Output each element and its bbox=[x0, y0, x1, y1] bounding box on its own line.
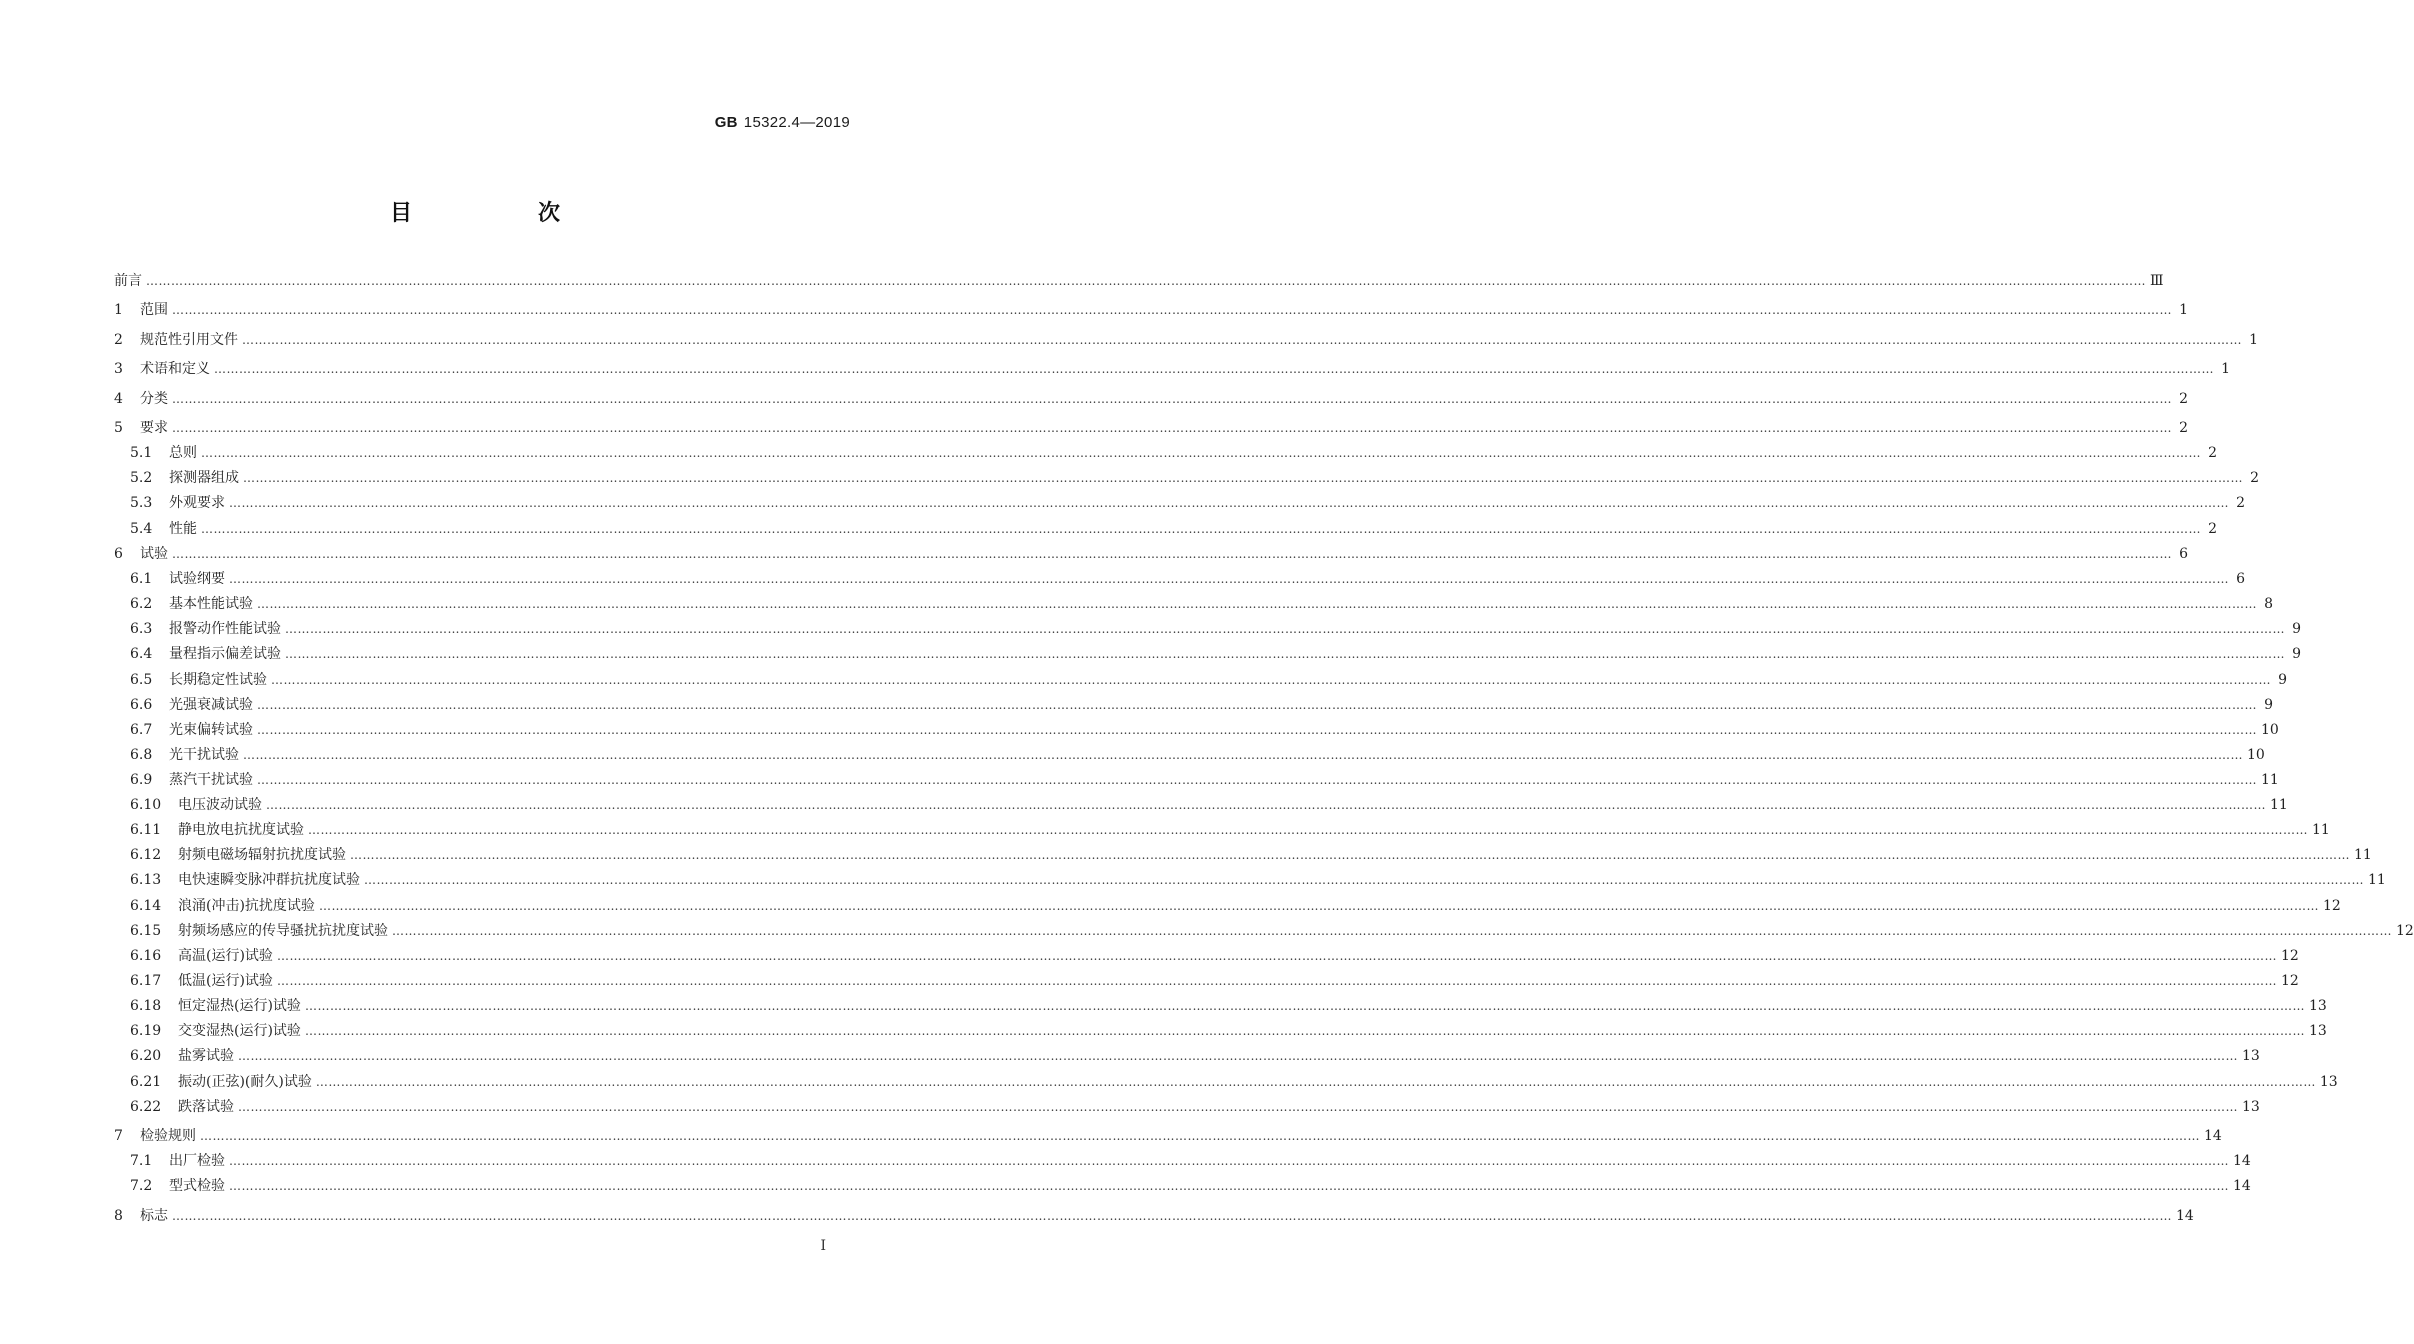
toc-entry-title: 出厂检验 bbox=[169, 1153, 225, 1169]
toc-entry-title: 射频场感应的传导骚扰抗扰度试验 bbox=[178, 923, 388, 939]
toc-entry[interactable] bbox=[114, 1205, 2194, 1227]
toc-entry-number: 6.3 bbox=[130, 621, 153, 637]
toc-entry-number: 5 bbox=[114, 420, 123, 436]
toc-entry-number: 5.1 bbox=[130, 445, 153, 461]
toc-entry-title: 浪涌(冲击)抗扰度试验 bbox=[178, 898, 315, 914]
toc-entry[interactable] bbox=[130, 895, 2341, 917]
toc-entry-page: 1 bbox=[2249, 332, 2258, 348]
toc-entry[interactable] bbox=[130, 618, 2301, 640]
toc-entry-page: 11 bbox=[2354, 847, 2372, 863]
toc-entry-number: 6.15 bbox=[130, 923, 162, 939]
toc-entry-page: 9 bbox=[2278, 672, 2287, 688]
toc-entry[interactable] bbox=[130, 1045, 2260, 1067]
toc-dot-leader: ………………………………………………………………………………………………………………………………………………………………………………………………………………………………………………………………………………………………………………………………………………………………………………………………………………………………………… bbox=[308, 823, 2308, 837]
toc-dot-leader: ………………………………………………………………………………………………………………………………………………………………………………………………………………………………………………………………………………………………………………………………………………………………………………………………………………………………………… bbox=[257, 723, 2257, 737]
toc-dot-leader: ………………………………………………………………………………………………………………………………………………………………………………………………………………………………………………………………………………………………………………………………………………………………………………………………………………………………………… bbox=[315, 1075, 2316, 1089]
toc-entry-title: 报警动作性能试验 bbox=[169, 621, 281, 637]
toc-entry-title: 试验 bbox=[140, 546, 168, 562]
toc-entry[interactable] bbox=[130, 643, 2301, 665]
toc-entry-number: 6.12 bbox=[130, 847, 162, 863]
toc-entry[interactable] bbox=[130, 568, 2245, 590]
toc-entry[interactable] bbox=[130, 744, 2265, 766]
toc-entry-title: 性能 bbox=[169, 521, 197, 537]
toc-dot-leader: ………………………………………………………………………………………………………………………………………………………………………………………………………………………………………………………………………………………………………………………………………………………………………………………………………………………………………… bbox=[229, 1154, 2229, 1168]
toc-entry-number: 3 bbox=[114, 361, 123, 377]
toc-entry-page: 12 bbox=[2280, 973, 2299, 989]
toc-entry-title: 试验纲要 bbox=[169, 571, 225, 587]
toc-entry-title: 光束偏转试验 bbox=[169, 722, 253, 738]
toc-entry[interactable] bbox=[130, 467, 2259, 489]
toc-entry-number: 6.20 bbox=[130, 1048, 162, 1064]
toc-entry-title: 高温(运行)试验 bbox=[178, 948, 273, 964]
toc-dot-leader: ………………………………………………………………………………………………………………………………………………………………………………………………………………………………………………………………………………………………………………………………………………………………………………………………………………………………………… bbox=[172, 1209, 2172, 1223]
toc-dot-leader: ………………………………………………………………………………………………………………………………………………………………………………………………………………………………………………………………………………………………………………………………………………………………………………………………………………………………………… bbox=[257, 698, 2257, 712]
toc-entry[interactable] bbox=[114, 270, 2164, 292]
standard-prefix: GB bbox=[714, 114, 738, 131]
toc-entry[interactable] bbox=[130, 794, 2288, 816]
toc-entry-number: 6.11 bbox=[130, 822, 162, 838]
toc-entry[interactable] bbox=[130, 492, 2245, 514]
toc-entry-page: 10 bbox=[2247, 747, 2265, 763]
toc-entry-number: 7 bbox=[114, 1128, 123, 1144]
toc-entry-page: 2 bbox=[2208, 521, 2217, 537]
toc-entry-title: 术语和定义 bbox=[140, 361, 210, 377]
toc-entry-title: 振动(正弦)(耐久)试验 bbox=[178, 1074, 312, 1090]
toc-entry-title: 射频电磁场辐射抗扰度试验 bbox=[178, 847, 346, 863]
toc-entry-number: 6 bbox=[114, 546, 123, 562]
toc-entry-title: 规范性引用文件 bbox=[140, 332, 238, 348]
toc-entry[interactable] bbox=[130, 694, 2273, 716]
toc-dot-leader: ………………………………………………………………………………………………………………………………………………………………………………………………………………………………………………………………………………………………………………………………………………………………………………………………………………………………………… bbox=[257, 597, 2257, 611]
toc-entry-page: 8 bbox=[2264, 596, 2273, 612]
toc-entry-number: 6.9 bbox=[130, 772, 153, 788]
toc-entry-title: 基本性能试验 bbox=[169, 596, 253, 612]
toc-entry-title: 光强衰减试验 bbox=[169, 697, 253, 713]
toc-entry-page: 11 bbox=[2261, 772, 2279, 788]
toc-dot-leader: ………………………………………………………………………………………………………………………………………………………………………………………………………………………………………………………………………………………………………………………………………………………………………………………………………………………………………… bbox=[285, 647, 2285, 661]
toc-entry-page: 11 bbox=[2368, 872, 2386, 888]
toc-entry-page: Ⅲ bbox=[2150, 273, 2164, 289]
toc-entry[interactable] bbox=[130, 1020, 2327, 1042]
toc-entry[interactable] bbox=[130, 844, 2372, 866]
toc-entry-title: 要求 bbox=[140, 420, 168, 436]
toc-dot-leader: ………………………………………………………………………………………………………………………………………………………………………………………………………………………………………………………………………………………………………………………………………………………………………………………………………………………………………… bbox=[172, 392, 2172, 406]
toc-entry-page: 9 bbox=[2264, 697, 2273, 713]
toc-dot-leader: ………………………………………………………………………………………………………………………………………………………………………………………………………………………………………………………………………………………………………………………………………………………………………………………………………………………………………… bbox=[243, 748, 2243, 762]
toc-entry-title: 外观要求 bbox=[169, 495, 225, 511]
toc-dot-leader: ………………………………………………………………………………………………………………………………………………………………………………………………………………………………………………………………………………………………………………………………………………………………………………………………………………………………………… bbox=[172, 421, 2172, 435]
toc-entry-page: 2 bbox=[2250, 470, 2259, 486]
toc-entry-number: 6.6 bbox=[130, 697, 153, 713]
toc-dot-leader: ………………………………………………………………………………………………………………………………………………………………………………………………………………………………………………………………………………………………………………………………………………………………………………………………………………………………………… bbox=[200, 1129, 2200, 1143]
toc-entry-page: 12 bbox=[2396, 923, 2414, 939]
toc-dot-leader: ………………………………………………………………………………………………………………………………………………………………………………………………………………………………………………………………………………………………………………………………………………………………………………………………………………………………………… bbox=[214, 362, 2214, 376]
toc-dot-leader: ………………………………………………………………………………………………………………………………………………………………………………………………………………………………………………………………………………………………………………………………………………………………………………………………………………………………………… bbox=[229, 572, 2229, 586]
toc-entry-page: 13 bbox=[2242, 1048, 2260, 1064]
toc-entry[interactable] bbox=[130, 669, 2287, 691]
toc-entry[interactable] bbox=[130, 920, 2414, 942]
toc-entry[interactable] bbox=[130, 719, 2279, 741]
toc-entry-page: 13 bbox=[2319, 1074, 2338, 1090]
toc-entry-title: 前言 bbox=[114, 273, 142, 289]
page-title: 目 次 bbox=[389, 200, 612, 226]
toc-entry-title: 交变湿热(运行)试验 bbox=[178, 1023, 301, 1039]
toc-dot-leader: ………………………………………………………………………………………………………………………………………………………………………………………………………………………………………………………………………………………………………………………………………………………………………………………………………………………………………… bbox=[238, 1100, 2238, 1114]
toc-entry[interactable] bbox=[114, 358, 2230, 380]
toc-entry[interactable] bbox=[130, 1096, 2260, 1118]
toc-entry-page: 2 bbox=[2179, 391, 2188, 407]
toc-dot-leader: ………………………………………………………………………………………………………………………………………………………………………………………………………………………………………………………………………………………………………………………………………………………………………………………………………………………………………… bbox=[243, 471, 2243, 485]
toc-dot-leader: ………………………………………………………………………………………………………………………………………………………………………………………………………………………………………………………………………………………………………………………………………………………………………………………………………………………………………… bbox=[364, 873, 2364, 887]
toc-dot-leader: ………………………………………………………………………………………………………………………………………………………………………………………………………………………………………………………………………………………………………………………………………………………………………………………………………………………………………… bbox=[172, 547, 2172, 561]
toc-entry-number: 5.3 bbox=[130, 495, 153, 511]
toc-entry-page: 13 bbox=[2242, 1099, 2260, 1115]
toc-entry[interactable] bbox=[130, 995, 2327, 1017]
toc-dot-leader: ………………………………………………………………………………………………………………………………………………………………………………………………………………………………………………………………………………………………………………………………………………………………………………………………………………………………………… bbox=[238, 1049, 2238, 1063]
toc-entry[interactable] bbox=[130, 518, 2217, 540]
toc-entry[interactable] bbox=[130, 593, 2273, 615]
toc-entry-title: 型式检验 bbox=[169, 1178, 225, 1194]
toc-entry-number: 6.21 bbox=[130, 1074, 162, 1090]
toc-entry[interactable] bbox=[114, 299, 2188, 321]
toc-entry-page: 9 bbox=[2292, 621, 2301, 637]
toc-entry-number: 6.1 bbox=[130, 571, 153, 587]
toc-dot-leader: ………………………………………………………………………………………………………………………………………………………………………………………………………………………………………………………………………………………………………………………………………………………………………………………………………………………………………… bbox=[257, 773, 2257, 787]
toc-entry[interactable] bbox=[114, 388, 2188, 410]
toc-entry-title: 电压波动试验 bbox=[178, 797, 262, 813]
toc-entry-title: 蒸汽干扰试验 bbox=[169, 772, 253, 788]
toc-entry-number: 2 bbox=[114, 332, 123, 348]
toc-entry-title: 检验规则 bbox=[140, 1128, 196, 1144]
toc-entry-title: 电快速瞬变脉冲群抗扰度试验 bbox=[178, 872, 360, 888]
toc-dot-leader: ………………………………………………………………………………………………………………………………………………………………………………………………………………………………………………………………………………………………………………………………………………………………………………………………………………………………………… bbox=[271, 673, 2271, 687]
toc-entry-title: 范围 bbox=[140, 302, 168, 318]
toc-entry-page: 11 bbox=[2312, 822, 2330, 838]
toc-dot-leader: ………………………………………………………………………………………………………………………………………………………………………………………………………………………………………………………………………………………………………………………………………………………………………………………………………………………………………… bbox=[242, 333, 2242, 347]
toc-entry-page: 6 bbox=[2236, 571, 2245, 587]
toc-entry-title: 总则 bbox=[169, 445, 197, 461]
toc-entry-page: 14 bbox=[2233, 1178, 2251, 1194]
toc-entry[interactable] bbox=[130, 1071, 2338, 1093]
toc-entry-title: 跌落试验 bbox=[178, 1099, 234, 1115]
toc-entry-page: 9 bbox=[2292, 646, 2301, 662]
toc-entry-title: 标志 bbox=[140, 1208, 168, 1224]
toc-entry[interactable] bbox=[114, 329, 2258, 351]
toc-entry-number: 5.2 bbox=[130, 470, 153, 486]
toc-entry-title: 静电放电抗扰度试验 bbox=[178, 822, 304, 838]
toc-entry-number: 8 bbox=[114, 1208, 123, 1224]
toc-dot-leader: ………………………………………………………………………………………………………………………………………………………………………………………………………………………………………………………………………………………………………………………………………………………………………………………………………………………………………… bbox=[229, 496, 2229, 510]
toc-entry-title: 低温(运行)试验 bbox=[178, 973, 273, 989]
toc-entry-title: 光干扰试验 bbox=[169, 747, 239, 763]
toc-dot-leader: ………………………………………………………………………………………………………………………………………………………………………………………………………………………………………………………………………………………………………………………………………………………………………………………………………………………………………… bbox=[350, 848, 2350, 862]
toc-entry-number: 6.10 bbox=[130, 797, 162, 813]
toc-entry-number: 6.22 bbox=[130, 1099, 162, 1115]
toc-entry[interactable] bbox=[130, 945, 2299, 967]
toc-entry-number: 4 bbox=[114, 391, 123, 407]
toc-dot-leader: ………………………………………………………………………………………………………………………………………………………………………………………………………………………………………………………………………………………………………………………………………………………………………………………………………………………………………… bbox=[318, 899, 2319, 913]
toc-dot-leader: ………………………………………………………………………………………………………………………………………………………………………………………………………………………………………………………………………………………………………………………………………………………………………………………………………………………………………… bbox=[392, 924, 2392, 938]
toc-dot-leader: ………………………………………………………………………………………………………………………………………………………………………………………………………………………………………………………………………………………………………………………………………………………………………………………………………………………………………… bbox=[304, 999, 2305, 1013]
toc-entry-number: 5.4 bbox=[130, 521, 153, 537]
toc-entry[interactable] bbox=[130, 869, 2386, 891]
toc-entry-number: 6.18 bbox=[130, 998, 162, 1014]
toc-entry-page: 14 bbox=[2233, 1153, 2251, 1169]
toc-entry-page: 2 bbox=[2179, 420, 2188, 436]
toc-dot-leader: ………………………………………………………………………………………………………………………………………………………………………………………………………………………………………………………………………………………………………………………………………………………………………………………………………………………………………… bbox=[201, 446, 2201, 460]
toc-entry[interactable] bbox=[114, 417, 2188, 439]
toc-entry-number: 6.17 bbox=[130, 973, 162, 989]
toc-entry-number: 7.2 bbox=[130, 1178, 153, 1194]
toc-dot-leader: ………………………………………………………………………………………………………………………………………………………………………………………………………………………………………………………………………………………………………………………………………………………………………………………………………………………………………… bbox=[285, 622, 2285, 636]
toc-entry-number: 6.7 bbox=[130, 722, 153, 738]
toc-entry[interactable] bbox=[130, 1150, 2251, 1172]
toc-entry[interactable] bbox=[130, 442, 2217, 464]
toc-entry-page: 10 bbox=[2261, 722, 2279, 738]
toc-entry-title: 探测器组成 bbox=[169, 470, 239, 486]
toc-dot-leader: ………………………………………………………………………………………………………………………………………………………………………………………………………………………………………………………………………………………………………………………………………………………………………………………………………………………………………… bbox=[229, 1179, 2229, 1193]
toc-entry-page: 12 bbox=[2280, 948, 2299, 964]
toc-entry-page: 14 bbox=[2176, 1208, 2194, 1224]
toc-entry-title: 长期稳定性试验 bbox=[169, 672, 267, 688]
toc-entry-title: 盐雾试验 bbox=[178, 1048, 234, 1064]
toc-entry-page: 11 bbox=[2270, 797, 2288, 813]
toc-dot-leader: ………………………………………………………………………………………………………………………………………………………………………………………………………………………………………………………………………………………………………………………………………………………………………………………………………………………………………… bbox=[146, 274, 2146, 288]
toc-entry-page: 13 bbox=[2308, 1023, 2327, 1039]
toc-entry[interactable] bbox=[130, 819, 2330, 841]
toc-entry-number: 6.19 bbox=[130, 1023, 162, 1039]
toc-entry-page: 6 bbox=[2179, 546, 2188, 562]
toc-dot-leader: ………………………………………………………………………………………………………………………………………………………………………………………………………………………………………………………………………………………………………………………………………………………………………………………………………………………………………… bbox=[276, 974, 2277, 988]
toc-entry[interactable] bbox=[114, 543, 2188, 565]
toc-entry-title: 恒定湿热(运行)试验 bbox=[178, 998, 301, 1014]
toc-entry[interactable] bbox=[130, 970, 2299, 992]
toc-entry-page: 13 bbox=[2308, 998, 2327, 1014]
footer-page-number: Ⅰ bbox=[820, 1238, 826, 1254]
toc-entry-number: 6.5 bbox=[130, 672, 153, 688]
toc-entry[interactable] bbox=[114, 1125, 2222, 1147]
toc-entry-number: 6.8 bbox=[130, 747, 153, 763]
toc-entry-number: 6.14 bbox=[130, 898, 162, 914]
toc-entry-number: 6.13 bbox=[130, 872, 162, 888]
toc-entry-number: 1 bbox=[114, 302, 123, 318]
toc-dot-leader: ………………………………………………………………………………………………………………………………………………………………………………………………………………………………………………………………………………………………………………………………………………………………………………………………………………………………………… bbox=[201, 522, 2201, 536]
toc-dot-leader: ………………………………………………………………………………………………………………………………………………………………………………………………………………………………………………………………………………………………………………………………………………………………………………………………………………………………………… bbox=[172, 303, 2172, 317]
toc-entry-number: 6.4 bbox=[130, 646, 153, 662]
toc-entry-page: 2 bbox=[2208, 445, 2217, 461]
toc-entry-title: 分类 bbox=[140, 391, 168, 407]
toc-entry-number: 6.16 bbox=[130, 948, 162, 964]
toc-entry-title: 量程指示偏差试验 bbox=[169, 646, 281, 662]
toc-entry-page: 14 bbox=[2204, 1128, 2222, 1144]
toc-entry[interactable] bbox=[130, 1175, 2251, 1197]
toc-entry-number: 6.2 bbox=[130, 596, 153, 612]
toc-entry-number: 7.1 bbox=[130, 1153, 153, 1169]
toc-entry-page: 12 bbox=[2322, 898, 2341, 914]
toc-dot-leader: ………………………………………………………………………………………………………………………………………………………………………………………………………………………………………………………………………………………………………………………………………………………………………………………………………………………………………… bbox=[276, 949, 2277, 963]
standard-number: 15322.4—2019 bbox=[743, 114, 850, 131]
toc-entry-page: 1 bbox=[2179, 302, 2188, 318]
toc-dot-leader: ………………………………………………………………………………………………………………………………………………………………………………………………………………………………………………………………………………………………………………………………………………………………………………………………………………………………………… bbox=[304, 1024, 2305, 1038]
toc-dot-leader: ………………………………………………………………………………………………………………………………………………………………………………………………………………………………………………………………………………………………………………………………………………………………………………………………………………………………………… bbox=[266, 798, 2266, 812]
toc-entry-page: 1 bbox=[2221, 361, 2230, 377]
toc-entry-page: 2 bbox=[2236, 495, 2245, 511]
toc-entry[interactable] bbox=[130, 769, 2279, 791]
